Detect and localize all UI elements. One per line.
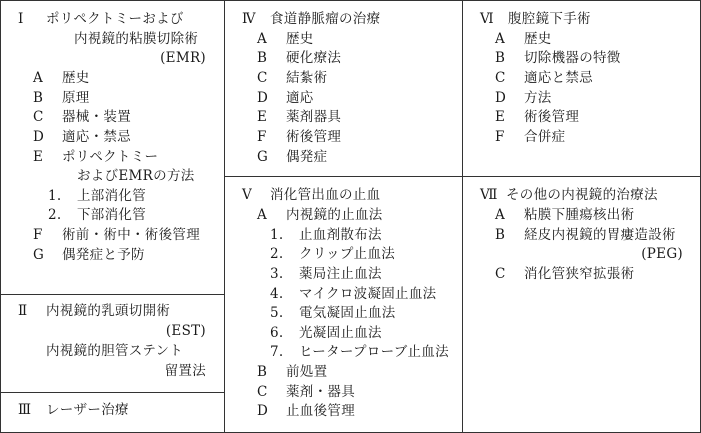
section-6-cell [462,0,701,176]
subitem-marker: 6. [270,325,284,341]
item-text: ポリペクトミー [62,149,159,165]
section-4-cell [224,0,462,176]
item-marker: B [495,50,506,66]
item-text: 偶発症と予防 [62,247,145,263]
item-marker: B [33,90,44,106]
item-text: 術後管理 [286,129,342,145]
item-text: 切除機器の特徴 [524,50,621,66]
item-marker: D [257,90,269,106]
section-1-heading-line1: ポリペクトミーおよび [46,11,184,27]
item-marker: E [495,109,506,125]
item-marker: B [257,364,268,380]
item-text: 適応 [286,90,314,106]
item-text-continuation: (PEG) [641,246,683,262]
item-text: 歴史 [524,31,552,47]
item-marker: F [495,129,505,145]
item-text: 方法 [524,90,552,106]
subitem-text: マイクロ波凝固止血法 [299,286,437,302]
item-text: 止血後管理 [286,403,355,419]
item-text: 歴史 [62,70,90,86]
item-marker: D [257,403,269,419]
section-1-number: Ⅰ [18,11,24,27]
section-7-cell [462,176,701,433]
item-text: 適応・禁忌 [62,129,131,145]
section-1-heading-line2: 内視鏡的粘膜切除術 [74,31,199,47]
section-6-heading: 腹腔鏡下手術 [508,11,591,27]
item-marker: A [495,31,506,47]
item-text: 術後管理 [524,109,580,125]
subitem-marker: 4. [270,286,284,302]
section-2-cell [0,294,224,392]
item-marker: C [33,109,44,125]
item-marker: A [257,207,268,223]
item-marker: C [495,70,506,86]
item-marker: E [257,109,268,125]
section-7-heading: その他の内視鏡的治療法 [506,187,658,203]
item-text: 消化管狭窄拡張術 [524,266,635,282]
subitem-text: 上部消化管 [77,188,146,204]
section-6-number: Ⅵ [480,11,494,27]
item-marker: G [257,149,269,165]
item-text: 粘膜下腫瘍核出術 [524,207,635,223]
item-text: 薬剤器具 [286,109,342,125]
subitem-marker: 5. [270,305,284,321]
section-3-heading: レーザー治療 [46,402,129,418]
subitem-marker: 1. [270,227,284,243]
section-5-heading: 消化管出血の止血 [270,187,381,203]
subitem-text: 止血剤散布法 [299,227,382,243]
item-text: 硬化療法 [286,50,342,66]
item-text: 内視鏡的止血法 [286,207,383,223]
item-marker: A [257,31,268,47]
item-marker: D [33,129,45,145]
section-2-heading-line3: 内視鏡的胆管ステント [46,343,184,359]
item-text-continuation: およびEMRの方法 [77,168,195,184]
item-text: 適応と禁忌 [524,70,593,86]
item-marker: A [495,207,506,223]
subitem-marker: 7. [270,344,284,360]
item-marker: F [33,227,43,243]
subitem-text: 光凝固止血法 [299,325,382,341]
section-4-heading: 食道静脈瘤の治療 [270,11,381,27]
section-3-number: Ⅲ [18,402,32,418]
item-marker: B [495,227,506,243]
item-text: 結紮術 [286,70,328,86]
section-5-number: Ⅴ [242,187,253,203]
item-marker: A [33,70,44,86]
item-text: 経皮内視鏡的胃瘻造設術 [524,227,676,243]
item-marker: F [257,129,267,145]
section-4-number: Ⅳ [242,11,256,27]
section-7-number: Ⅶ [480,187,498,203]
section-1-cell [0,0,224,294]
item-text: 歴史 [286,31,314,47]
item-text: 合併症 [524,129,566,145]
section-5-cell [224,176,462,433]
item-marker: G [33,247,45,263]
item-marker: C [257,384,268,400]
section-1-heading-line3: (EMR) [160,50,206,66]
subitem-text: クリップ止血法 [299,246,396,262]
item-marker: D [495,90,507,106]
item-text: 術前・術中・術後管理 [62,227,200,243]
section-2-heading-line4: 留置法 [164,363,206,379]
item-marker: E [33,149,44,165]
section-2-heading-line1: 内視鏡的乳頭切開術 [46,303,171,319]
item-text: 前処置 [286,364,328,380]
subitem-text: 薬局注止血法 [299,266,382,282]
subitem-marker: 1. [48,188,62,204]
item-marker: B [257,50,268,66]
section-2-heading-line2: (EST) [165,323,206,339]
item-text: 原理 [62,90,90,106]
item-text: 器械・装置 [62,109,131,125]
subitem-marker: 3. [270,266,284,282]
subitem-marker: 2. [270,246,284,262]
subitem-text: ヒータープローブ止血法 [299,344,449,360]
subitem-text: 電気凝固止血法 [299,305,396,321]
subitem-text: 下部消化管 [77,207,146,223]
subitem-marker: 2. [48,207,62,223]
section-3-cell [0,392,224,433]
item-text: 偶発症 [286,149,328,165]
section-2-number: Ⅱ [18,303,28,319]
item-marker: C [495,266,506,282]
item-marker: C [257,70,268,86]
item-text: 薬剤・器具 [286,384,355,400]
